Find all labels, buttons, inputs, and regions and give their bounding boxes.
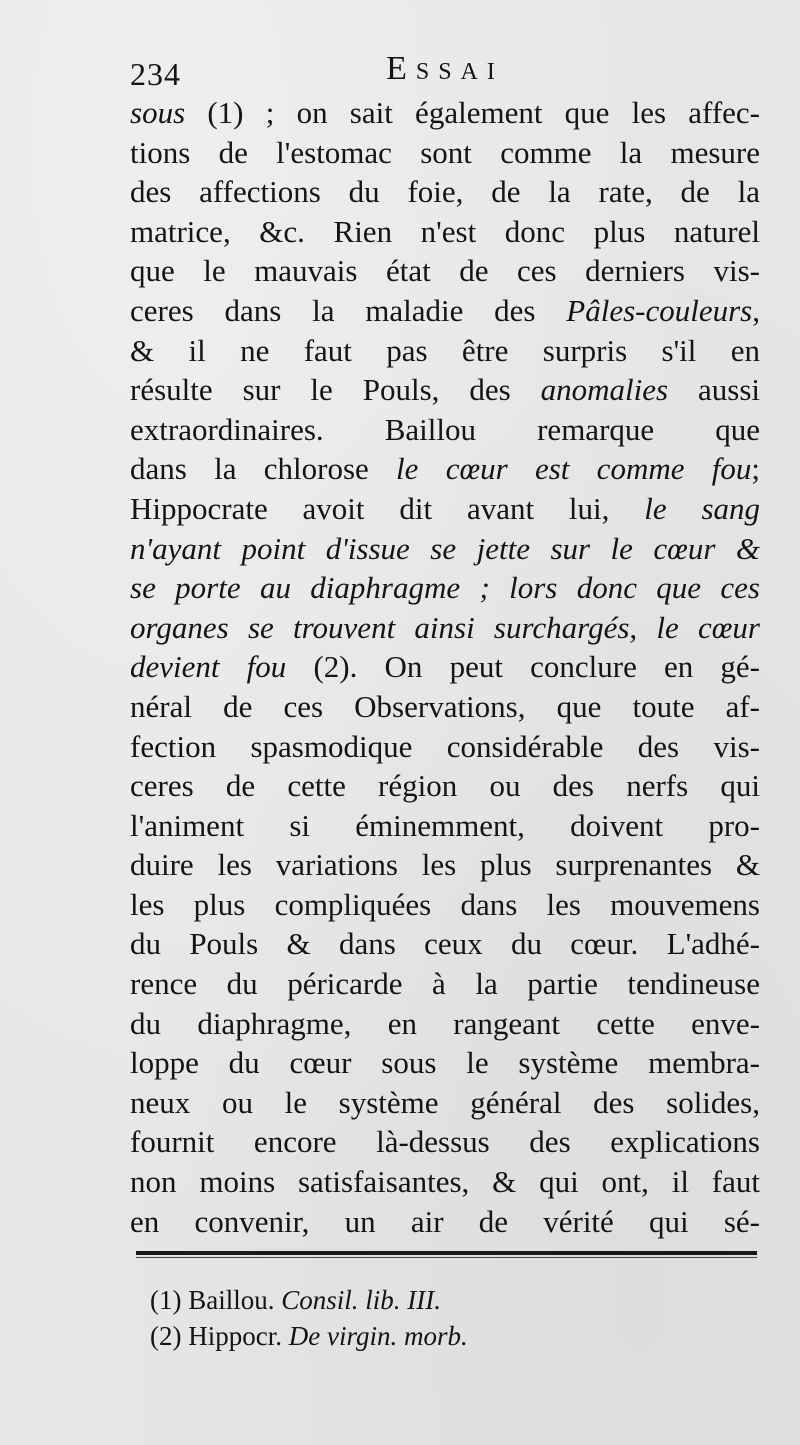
footnote — [150, 1282, 750, 1318]
text-run: du diaphragme, en rangeant cette enve- — [130, 1005, 760, 1041]
running-title: Essai — [386, 50, 504, 87]
text-run: extraordinaires. Baillou remarque que — [130, 411, 760, 447]
text-run: & il ne faut pas être surpris s'il en — [130, 332, 760, 368]
text-line — [130, 212, 760, 252]
page-header — [130, 46, 760, 98]
italic-text: anomalies — [540, 372, 669, 408]
text-line — [130, 727, 760, 767]
text-run: loppe du cœur sous le système membra- — [130, 1045, 760, 1081]
text-run: fection spasmodique considérable des vis- — [130, 728, 760, 764]
text-run: neux ou le système général des solides, — [130, 1084, 760, 1120]
footnote-rule — [136, 1251, 757, 1255]
footnotes — [150, 1282, 750, 1354]
text-run: résulte sur le Pouls, des — [130, 372, 541, 408]
body-text — [130, 93, 760, 1241]
text-line — [130, 410, 760, 450]
text-line — [130, 608, 760, 648]
italic-text: sous — [130, 95, 186, 130]
text-line — [130, 806, 760, 846]
text-run: néral de ces Observations, que toute af- — [130, 688, 760, 724]
text-line — [130, 964, 760, 1004]
text-line — [130, 331, 760, 371]
footnote-author: Baillou. — [188, 1285, 275, 1315]
text-run: matrice, &c. Rien n'est donc plus naturel — [130, 213, 760, 249]
text-run: duire les variations les plus surprenantes & — [130, 847, 760, 883]
footnote-reference: Consil. lib. III. — [281, 1285, 441, 1315]
text-line — [130, 885, 760, 925]
text-line — [130, 529, 760, 569]
text-run: non moins satisfaisantes, & qui ont, il faut — [130, 1164, 760, 1200]
text-line — [130, 568, 760, 608]
text-run: (2). On peut conclure en gé- — [286, 649, 760, 685]
text-line — [130, 291, 760, 331]
text-line — [130, 370, 760, 410]
italic-text: le sang — [644, 490, 761, 526]
italic-text: se porte au diaphragme ; lors donc que ces — [130, 570, 760, 606]
footnote-marker: (1) — [150, 1285, 182, 1315]
text-run: du Pouls & dans ceux du cœur. L'adhé- — [130, 926, 760, 962]
text-run: des affections du foie, de la rate, de la — [130, 174, 760, 210]
text-run: rence du péricarde à la partie tendineuse — [130, 966, 760, 1002]
footnote — [150, 1318, 750, 1354]
italic-text: le cœur est comme fou — [396, 451, 752, 487]
text-line — [130, 1122, 760, 1162]
italic-text: devient fou — [130, 649, 287, 685]
text-line — [130, 1043, 760, 1083]
text-run: , — [752, 292, 760, 328]
text-line — [130, 687, 760, 727]
text-line — [130, 489, 760, 529]
text-line — [130, 1202, 760, 1242]
text-run: en convenir, un air de vérité qui sé- — [130, 1203, 760, 1239]
text-run: aussi — [668, 372, 760, 408]
text-line — [130, 93, 760, 133]
text-run: Hippocrate avoit dit avant lui, — [130, 490, 645, 526]
text-line — [130, 766, 760, 806]
italic-text: n'ayant point d'issue se jette sur le cœur & — [130, 530, 760, 566]
text-line — [130, 251, 760, 291]
italic-text: organes se trouvent ainsi surchargés, le cœur — [130, 609, 760, 645]
text-line — [130, 1083, 760, 1123]
text-run: l'animent si éminemment, doivent pro- — [130, 807, 760, 843]
text-run: tions de l'estomac sont comme la mesure — [130, 134, 760, 170]
footnote-author: Hippocr. — [188, 1321, 282, 1351]
page-number: 234 — [130, 56, 181, 92]
text-line — [130, 924, 760, 964]
text-run: dans la chlorose — [130, 451, 397, 487]
text-line — [130, 172, 760, 212]
italic-text: Pâles-couleurs — [566, 292, 753, 328]
text-line — [130, 133, 760, 173]
text-run: (1) ; on sait également que les affec- — [185, 95, 760, 130]
text-line — [130, 845, 760, 885]
text-run: les plus compliquées dans les mouvemens — [130, 886, 760, 922]
text-line — [130, 449, 760, 489]
text-run: fournit encore là-dessus des explications — [130, 1124, 760, 1160]
text-run: ceres de cette région ou des nerfs qui — [130, 768, 760, 804]
text-run: que le mauvais état de ces derniers vis- — [130, 253, 760, 289]
text-run: ceres dans la maladie des — [130, 292, 567, 328]
text-line — [130, 1162, 760, 1202]
text-run: ; — [751, 451, 760, 487]
footnote-marker: (2) — [150, 1321, 182, 1351]
text-line — [130, 647, 760, 687]
text-line — [130, 1004, 760, 1044]
footnote-reference: De virgin. morb. — [288, 1321, 468, 1351]
